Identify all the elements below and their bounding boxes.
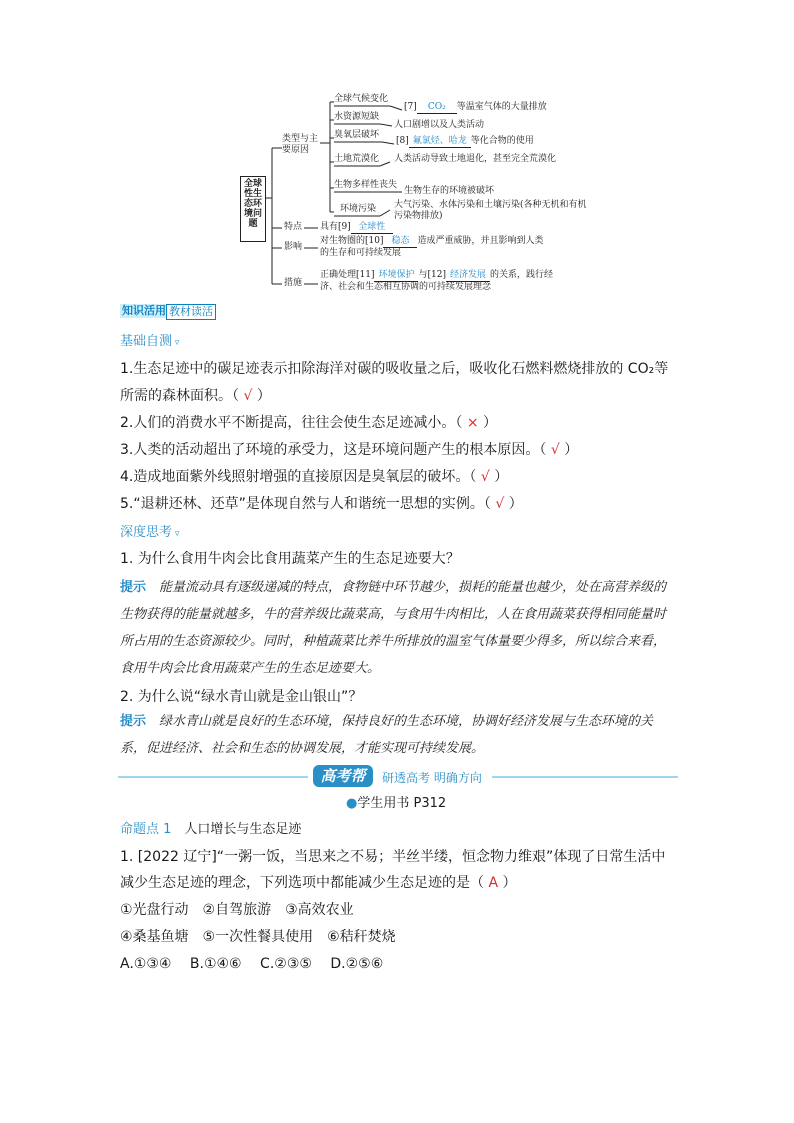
tag-knowledge: 知识活用 — [122, 304, 166, 317]
impact-content: 对生物圈的[10] 稳态 造成严重威胁，并且影响到人类的生存和可持续发展 — [320, 236, 544, 258]
item-content: 人口剧增以及人类活动 — [394, 120, 485, 130]
exam-options-1: ①光盘行动 ②自驾旅游 ③高效农业 — [120, 902, 354, 918]
exam-stem-2: 减少生态足迹的理念，下列选项中都能减少生态足迹的是（ A ） — [120, 875, 517, 891]
branch-types: 类型与主要原因 — [282, 134, 319, 155]
banner-divider-left — [118, 776, 308, 778]
item-name: 土地荒漠化 — [334, 154, 380, 164]
exam-options-2: ④桑基鱼塘 ⑤一次性餐具使用 ⑥秸秆焚烧 — [120, 929, 396, 945]
basic-item-2: 2.人们的消费水平不断提高，往往会使生态足迹减小。（ × ） — [120, 415, 497, 431]
answer-mark: √ — [495, 496, 505, 512]
topic-heading: 命题点 1 人口增长与生态足迹 — [120, 822, 302, 837]
feature-content: 具有[9] 全球性 — [320, 222, 393, 234]
tag-textbook: 教材读活 — [166, 304, 216, 320]
item-content: [8] 氟氯烃、哈龙 等化合物的使用 — [396, 136, 534, 146]
answer-mark: √ — [243, 388, 253, 404]
answer-mark: √ — [550, 442, 560, 458]
diagram-topic: 全球性生态环境问题 — [240, 176, 266, 242]
deep-answer-1: 提示 能量流动具有逐级递减的特点，食物链中环节越少，损耗的能量也越少，处在高营养级的生物获得的能量就越多，牛的营养级比蔬菜高，与食用牛肉相比，人在食用蔬菜获得相同能量时所占用的生态资源较少。同时，种植蔬菜比养牛所排放的温室气体量要少得多，所以综合来看，食用牛肉会比食用蔬菜产生的生态足迹要大。 — [120, 580, 667, 676]
item-content: 大气污染、水体污染和土壤污染(各种无机和有机污染物排放) — [394, 200, 587, 221]
branch-feature: 特点 — [284, 222, 303, 232]
item-name: 水资源短缺 — [334, 112, 380, 122]
basic-item-3: 3.人类的活动超出了环境的承受力，这是环境问题产生的根本原因。（ √ ） — [120, 442, 579, 458]
basic-item-4: 4.造成地面紫外线照射增强的直接原因是臭氧层的破坏。（ √ ） — [120, 469, 509, 485]
banner-divider-right — [492, 776, 678, 778]
branch-impact: 影响 — [284, 242, 303, 252]
item-content: 生物生存的环境被破坏 — [404, 186, 495, 196]
item-name: 臭氧层破坏 — [334, 130, 380, 140]
answer-mark: √ — [480, 469, 490, 485]
deep-question-1: 1. 为什么食用牛肉会比食用蔬菜产生的生态足迹要大？ — [120, 551, 460, 567]
item-name: 生物多样性丧失 — [334, 180, 398, 190]
book-reference: ●学生用书 P312 — [346, 796, 447, 811]
basic-item-1: 1.生态足迹中的碳足迹表示扣除海洋对碳的吸收量之后，吸收化石燃料燃烧排放的 CO₂等 — [120, 361, 669, 377]
exam-stem-1: 1. [2022 辽宁]“一粥一饭，当思来之不易；半丝半缕，恒念物力维艰”体现了日常生活中 — [120, 849, 666, 865]
deep-question-2: 2. 为什么说“绿水青山就是金山银山”？ — [120, 689, 363, 705]
dot-icon: ● — [346, 796, 358, 811]
basic-item-5: 5.“退耕还林、还草”是体现自然与人和谐统一思想的实例。（ √ ） — [120, 496, 523, 512]
deep-answer-2: 提示 绿水青山就是良好的生态环境，保持良好的生态环境，协调好经济发展与生态环境的关系，促进经济、社会和生态的协调发展，才能实现可持续发展。 — [120, 714, 654, 756]
exam-choices: A.①③④ B.①④⑥ C.②③⑤ D.②⑤⑥ — [120, 956, 384, 972]
basic-item-1-cont: 所需的森林面积。（ √ ） — [120, 388, 271, 404]
item-content: [7] CO₂ 等温室气体的大量排放 — [404, 102, 547, 112]
section-basic-title: 基础自测 ▿ — [120, 334, 180, 349]
item-content: 人类活动导致土地退化，甚至完全荒漠化 — [394, 154, 557, 164]
measure-content: 正确处理[11] 环境保护 与[12] 经济发展 的关系，践行经济、社会和生态相互协调的可持续发展理念 — [320, 270, 553, 292]
branch-measure: 措施 — [284, 278, 303, 288]
section-deep-title: 深度思考 ▿ — [120, 525, 180, 540]
item-name: 全球气候变化 — [334, 94, 389, 104]
banner-title: 高考帮 — [313, 765, 373, 787]
banner-subtitle: 研透高考 明确方向 — [382, 771, 482, 785]
concept-diagram — [230, 88, 610, 300]
item-name: 环境污染 — [340, 204, 377, 214]
answer-mark: × — [466, 415, 479, 431]
answer-mark: A — [488, 875, 499, 891]
